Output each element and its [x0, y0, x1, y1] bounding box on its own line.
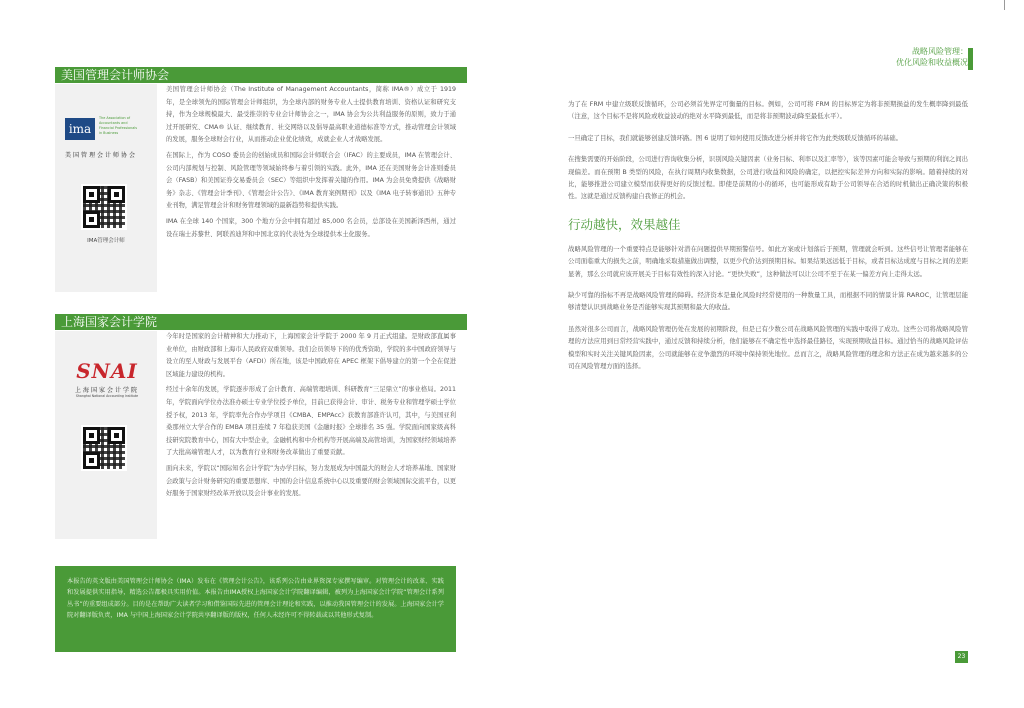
snai-section-header [55, 314, 467, 330]
ima-text [166, 84, 456, 244]
snai-paragraph: 经过十余年的发展，学院逐步形成了会计教育、高端管理培训、科研教育“三足鼎立”的事业格局。2011 年，学院面向学位办法准办硕士专业学位授予单位，目前已获得会计、审计、税务专业和管理学硕士学位授予权，2013 年，学院率先合作办学项目《CMBA、EMPAcc》获教育部准许认可，其中，与美国亚利桑那州立大学合作的 EMBA 项目连续 7 年稳获美国《金融时报》全球排名 35 强。学院面向国家级高科技研究院教育中心，国有大中型企业，金融机构和中介机构等开展高端及高管培训，为国家财经领域培养了大批高端管理人才，以为教育行业和财务改革做出了重要贡献。 [166, 386, 456, 457]
snai-logo [63, 359, 151, 409]
page-header [896, 46, 968, 68]
snai-logo-mark: SNAI [76, 359, 138, 383]
ima-logo-tagline: The Association of Accountants and Financial Professionals in Business [99, 116, 138, 135]
snai-section-title: 上海国家会计学院 [61, 315, 158, 329]
disclaimer-box [55, 566, 456, 652]
ima-section-title: 美国管理会计师协会 [61, 68, 170, 82]
page-corner-mark [1004, 0, 1005, 10]
header-accent-bar [968, 48, 973, 70]
ima-qr-caption: IMA管理会计师 [87, 238, 125, 244]
ima-paragraph: 在国际上，作为 COSO 委员会的创始成员和国际会计师联合会（IFAC）的主要成员，IMA 在管理会计、公司内部规划与控制、风险管理等领域始终参与着引领的实践。此外，IMA 还在美国财务会计准则委员会（FASB）和美国证券交易委员会（SEC）等组织中发挥着关键的作用。IMA 为会员免费提供《战略财务》杂志、《管理会计季刊》、《管理会计公告》、《IMA 教育案例期刊》以及《IMA 电子转事通讯》五种专业刊物，满足管理会计和财务管理领域的最新趋势和提供实践。 [166, 151, 456, 210]
snai-logo-caption: 上海国家会计学院 [74, 387, 139, 394]
disclaimer-text: 本报告的英文版由美国管理会计师协会（IMA）发布在《管理会计公告》，该系列公告由业界资深专家撰写编审。对管理会计的改革、实践和发展提供实用指导，精选公告都极具实用价值。本报告由IMA授权上海国家会计学院翻译编辑，被列为上海国家会计学院“管理会计系列丛书”的重要组成部分。目的是在帮助广大读者学习和借鉴国际先进的管理会计理论和实践，以推动我国管理会计的发展。上海国家会计学院对翻译版负责，IMA 与中国上海国家会计学院共享翻译版的版权，任何人未经许可不得转载或以其他形式复制。 [67, 578, 444, 620]
section-heading: 行动越快，效果越佳 [568, 216, 681, 232]
ima-logo [65, 110, 149, 170]
ima-logo-panel [55, 84, 157, 292]
body-paragraph: 战略风险管理的一个重要特点是能够针对潜在问题提供早期预警信号。如此方案或计划落后于预期，管理就会听到。这些信号让管理者能够在公司面临重大的损失之前，明确地采取措施做出调整，以更少代价达到预期目标。如果结果远远低于目标，或者目标达成度与目标之间的差距显著，那么公司就应该开展关于目标有效性的深入讨论。“更快失败”，这种做法可以让公司不至于在某一偏差方向上走得太远。 [568, 244, 968, 278]
header-subtitle: 优化风险和收益概况 [896, 58, 968, 67]
page-number: 23 [955, 651, 968, 663]
ima-logo-caption: 美国管理会计师协会 [65, 152, 138, 159]
snai-text [166, 331, 456, 504]
body-paragraph: 缺少可靠的指标不再是战略风险管理的障碍。经济资本是量化风险时经常使用的一种数量工具，而根据不同的情景计算 RAROC，让管理层能够清楚认识到战略业务是否能够实现其预期和最大的收益。 [568, 291, 968, 312]
snai-qr-code[interactable] [81, 425, 127, 471]
ima-paragraph: IMA 在全球 140 个国家，300 个地方分会中拥有超过 85,000 名会员，总部设在美国新泽西州，通过设在瑞士苏黎世、阿联酋迪拜和中国北京的代表处为全球提供本土化服务。 [166, 217, 456, 238]
body-paragraph: 为了在 FRM 中建立级联反馈循环，公司必须首先界定可衡量的目标。例如，公司可将 FRM 的目标界定为将非预期损益的发生概率降到最低（注意，这个目标不是将风险或收益波动的绝对水平降到最低，而是将非预期波动降至最低水平）。 [568, 100, 968, 121]
ima-paragraph: 美国管理会计师协会（The Institute of Management Accountants，简称 IMA®）成立于 1919 年，是全球领先的国际管理会计师组织，为全球内部的财务专业人士提供教育培训、资格认证和研究支持，作为全球规模最大、最受推崇的专业会计师协会之一，IMA 协会为公共利益服务的原则，致力于通过开展研究、CMA® 认证、继续教育、社交网络以及倡导最高职业道德标准等方式，推动管理会计领域的发展，服务全球财会行业，从而推动企业优化绩效，成就企业人才战略发展。 [166, 86, 456, 144]
body-paragraph: 一旦确定了目标，我们就能够创建反馈环路。图 6 说明了如何使用反馈改进分析并将它作为此类级联反馈循环的基础。 [568, 133, 903, 142]
snai-logo-panel [55, 331, 157, 539]
body-paragraph: 虽然对很多公司而言，战略风险管理仍处在发展的初期阶段，但是已有少数公司在战略风险管理的实践中取得了成功。这些公司将战略风险管理的方法应用到日常经营实践中，通过反馈和持续分析，他们能够在不确定性中选择最佳路径，实现预期收益目标。通过恰当的战略风险评估模型和实时关注关键风险因素，公司就能够在竞争激烈的环境中保持领先地位。总而言之，战略风险管理的理念和方法正在成为越来越多的公司在风险管理方面的选择。 [568, 324, 968, 371]
ima-section-header [55, 67, 467, 83]
snai-paragraph: 面向未来，学院以“国际知名会计学院”为办学目标，努力发展成为中国最大的财会人才培养基地、国家财会政策与会计财务研究的重要思想库、中国的会计信息系统中心以及重要的财会领域国际交流平台，以更好服务于国家财经改革开放以及会计事业的发展。 [166, 464, 456, 498]
right-column [568, 98, 968, 382]
snai-logo-english: Shanghai National Accounting Institute [75, 394, 139, 398]
snai-paragraph: 今年时是国家的会计精神和大力推动下，上海国家会计学院于 2000 年 9 月正式组建。是财政部直属事业单位，由财政部和上海市人民政府双重领导。我们会员领导下的的优秀资助，学院的多中国政府领导与设立的至人财政与发展平台（AFDI）所在地，该是中国政府在 APEC 框架下倡导建立的第一个全在促进区域能力建设的机构。 [166, 333, 456, 378]
ima-qr-code[interactable] [81, 184, 127, 230]
body-paragraph: 在搜集需要的开始阶段，公司进行咨询收集分析，识别风险关键因素（业务目标、利率以及汇率等），该等因素可能会导致与预期的利润之间出现偏差。而在预期 B 类型的风险，在执行周期内收集数据，公司进行收益和风险的确定，以把控实际差异方向和实际的影响。随着持续的对比，能够推进公司建立模型而获得更好的反馈过程。即使是前期的小的循环，也可能形成有助于公司领导在合适的时机做出正确决策的积极性。这就是通过反馈构建自我修正的机会。 [568, 155, 968, 201]
ima-logo-mark: ima [65, 118, 95, 140]
header-title: 战略风险管理： [912, 47, 968, 56]
